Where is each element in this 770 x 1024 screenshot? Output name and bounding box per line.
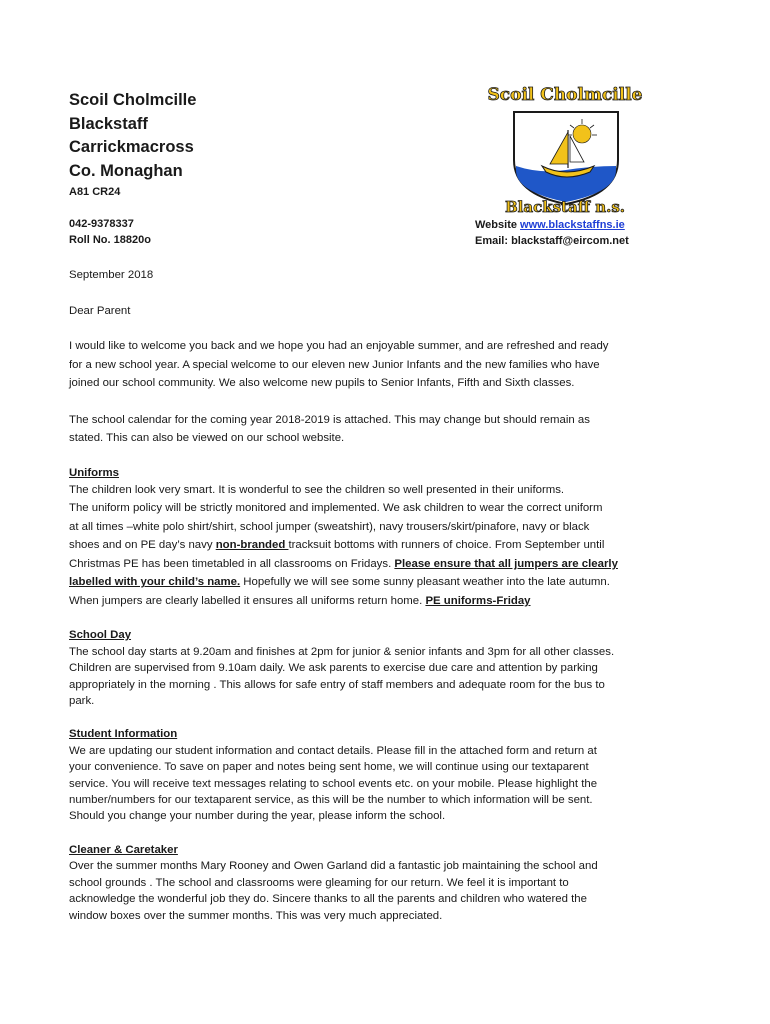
text-run: shoes and on PE day’s navy	[69, 539, 216, 552]
text-run: Christmas PE has been timetabled in all classrooms on Fridays.	[69, 557, 395, 570]
address-line-3: Co. Monaghan	[69, 161, 183, 180]
school-logo	[470, 82, 660, 217]
child-name-emphasis: labelled with your child’s name.	[69, 576, 241, 589]
uniforms-section	[69, 465, 709, 611]
paragraph-line: acknowledge the wonderful job they do. Sincere thanks to all the parents and children who watered the	[69, 893, 587, 906]
text-run: Hopefully we will see some sunny pleasant weather into the late autumn.	[240, 576, 610, 589]
paragraph-line	[69, 536, 709, 555]
website-link[interactable]: www.blackstaffns.ie	[520, 219, 625, 231]
website-label: Website	[475, 219, 521, 231]
paragraph-line: We are updating our student information and contact details. Please fill in the attached form and return at	[69, 744, 597, 757]
address-line-2: Carrickmacross	[69, 138, 194, 156]
jumper-label-emphasis: Please ensure that all jumpers are clearly	[394, 557, 618, 570]
pe-uniforms-emphasis: PE uniforms-Friday	[425, 594, 531, 607]
section-heading-uniforms: Uniforms	[69, 466, 119, 479]
school-name: Scoil Cholmcille	[69, 91, 197, 109]
paragraph-line: Over the summer months Mary Rooney and Owen Garland did a fantastic job maintaining the school and	[69, 860, 598, 873]
paragraph-line: Should you change your number during the year, please inform the school.	[69, 810, 446, 823]
paragraph-line: The school day starts at 9.20am and finishes at 2pm for junior & senior infants and 3pm for all other classes.	[69, 645, 615, 658]
school-address	[69, 89, 196, 248]
paragraph-line: your convenience. To save on paper and notes being sent home, we will continue using our textaparent	[69, 761, 589, 774]
paragraph-line: school grounds . The school and classrooms were gleaming for our return. We feel it is important to	[69, 876, 569, 889]
phone-number: 042-9378337	[69, 218, 134, 230]
letter-date: September 2018	[69, 269, 154, 281]
paragraph-line: Children are supervised from 9.10am daily. We ask parents to exercise due care and attention by parking	[69, 662, 598, 675]
calendar-paragraph	[69, 411, 709, 448]
student-info-section	[69, 726, 709, 824]
salutation: Dear Parent	[69, 304, 131, 317]
paragraph-line	[69, 573, 709, 592]
eircode: A81 CR24	[69, 186, 121, 198]
section-heading-school-day: School Day	[69, 629, 132, 642]
paragraph-line: joined our school community. We also welcome new pupils to Senior Infants, Fifth and Sixth classes.	[69, 377, 575, 389]
paragraph-line	[69, 555, 709, 574]
paragraph-line: window boxes over the summer months. This was very much appreciated.	[69, 909, 443, 922]
logo-top-text: Scoil Cholmcille	[487, 85, 643, 105]
cleaner-section	[69, 842, 709, 924]
text-run: tracksuit bottoms with runners of choice. From September until	[288, 539, 605, 552]
intro-paragraph	[69, 337, 709, 393]
website-line	[475, 217, 629, 233]
paragraph-line: park.	[69, 695, 95, 708]
logo-bottom-text: Blackstaff n.s.	[504, 198, 626, 216]
address-line-1: Blackstaff	[69, 114, 148, 133]
non-branded-emphasis: non-branded	[215, 539, 289, 552]
paragraph-line: stated. This can also be viewed on our school website.	[69, 432, 345, 444]
paragraph-line: appropriately in the morning . This allows for safe entry of staff members and adequate room for the bus to	[69, 678, 605, 691]
section-heading-cleaner: Cleaner & Caretaker	[69, 843, 178, 856]
paragraph-line: I would like to welcome you back and we hope you had an enjoyable summer, and are refreshed and ready	[69, 340, 609, 352]
email-line: Email: blackstaff@eircom.net	[475, 235, 629, 247]
paragraph-line: number/numbers for our textaparent service, as this will be the number to which information will be sent.	[69, 794, 593, 807]
school-day-section	[69, 627, 709, 709]
letter-body	[69, 266, 709, 924]
paragraph-line: The children look very smart. It is wonderful to see the children so well presented in their uniforms.	[69, 483, 565, 496]
roll-number: Roll No. 18820o	[69, 234, 151, 246]
text-run: When jumpers are clearly labelled it ensures all uniforms return home.	[69, 594, 426, 607]
paragraph-line: The uniform policy will be strictly monitored and implemented. We ask children to wear the correct uniform	[69, 502, 603, 515]
paragraph-line: at all times –white polo shirt/shirt, school jumper (sweatshirt), navy trousers/skirt/pinafore, navy or black	[69, 520, 590, 533]
paragraph-line: for a new school year. A special welcome to our eleven new Junior Infants and the new families who have	[69, 358, 600, 371]
paragraph-line	[69, 592, 709, 611]
paragraph-line: service. You will receive text messages relating to school events etc. on your mobile. Please highlight the	[69, 777, 598, 790]
section-heading-student-info: Student Information	[69, 728, 178, 741]
contact-right	[475, 217, 629, 249]
paragraph-line: The school calendar for the coming year 2018-2019 is attached. This may change but should remain as	[69, 413, 590, 426]
